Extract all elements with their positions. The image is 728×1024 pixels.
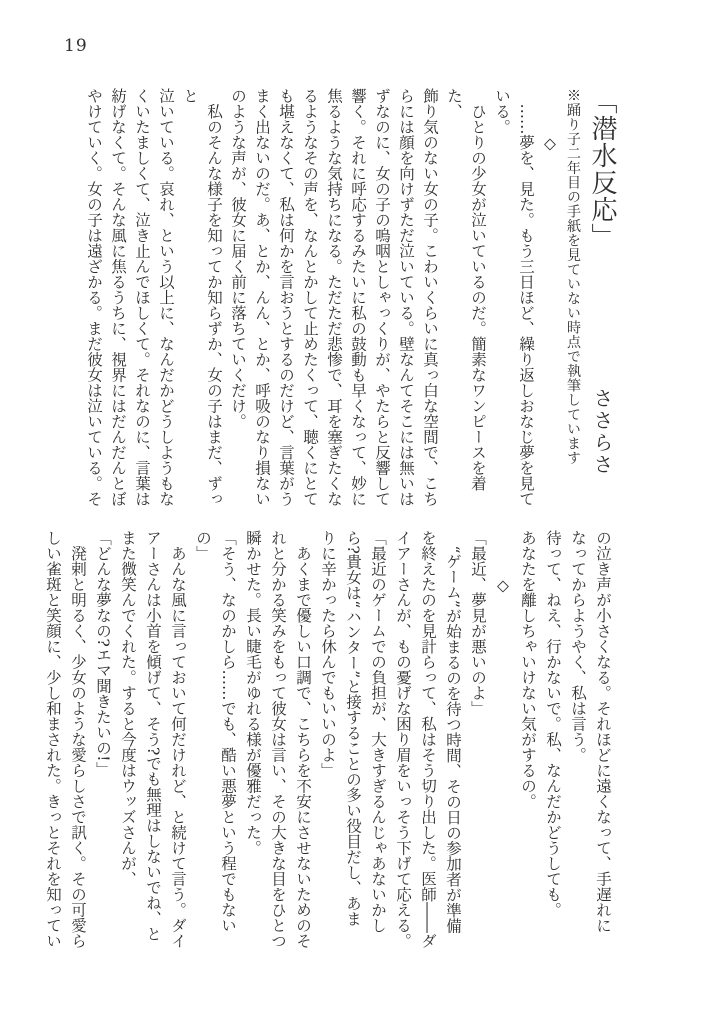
text-line: なってからようやく、私は言う。 bbox=[569, 530, 587, 763]
text-line: あんな風に言っておいて何だけれど、と続けて言う。ダイ bbox=[169, 530, 187, 949]
text-line: 焦るような気持ちになる。ただただ悲惨で、耳を塞ぎたくな bbox=[325, 88, 343, 507]
title-column bbox=[584, 88, 620, 512]
text-line: 待って、ねえ、行かないで。私、なんだかどうしても。 bbox=[544, 530, 562, 918]
text-line: 飾り気のない女の子。こわいくらいに真っ白な空間で、こち bbox=[421, 88, 439, 507]
text-line: を終えたのを見計らって、私はそう切り出した。医師――ダ bbox=[419, 530, 437, 949]
text-line: 「そう、なのかしら……でも、酷い悪夢という程でもないの」 bbox=[194, 530, 237, 933]
text-line: 溌剌と明るく、少女のような愛らしさで訊く。その可愛ら bbox=[69, 530, 87, 949]
text-line: も堪えなくて、私は何かを言おうとするのだけど、言葉がう bbox=[277, 88, 295, 507]
text-line: 私のそんな様子を知ってか知らずか、女の子はまだ、ずっと bbox=[181, 88, 223, 507]
lower-text-block bbox=[40, 530, 615, 950]
text-line: ずなのに、女の子の嗚咽としゃっくりが、やたらと反響して bbox=[373, 88, 391, 507]
upper-body-lines bbox=[82, 88, 562, 512]
text-line: イアーさんが、もの憂げな困り眉をいっそう下げて応える。 bbox=[394, 530, 412, 949]
text-line: 「どんな夢なの?エマ聞きたいの!」 bbox=[94, 530, 112, 778]
text-line: しい雀斑と笑顔に、少し和まされた。きっとそれを知ってい bbox=[44, 530, 62, 949]
text-line: ◇ bbox=[494, 530, 512, 595]
text-line: あなたを離しちゃいけない気がするの。 bbox=[519, 530, 537, 809]
text-line: アーさんは小首を傾げて、そう?でも無理はしないでね、と bbox=[144, 530, 162, 942]
text-line: ひとりの少女が泣いているのだ。簡素なワンピースを着た、 bbox=[445, 88, 487, 491]
text-line: の泣き声が小さくなる。それほどに遠くなって、手遅れに bbox=[594, 530, 612, 933]
author-note: ※踊り子二年目の手紙を見ていない時点で執筆しています bbox=[565, 88, 581, 465]
text-line: くいたましくて、泣き止んでほしくて。それなのに、言葉は bbox=[133, 88, 151, 507]
text-line: やけていく。女の子は遠ざかる。まだ彼女は泣いている。そ bbox=[85, 88, 103, 507]
text-line: 響く。それに呼応するみたいに私の鼓動も早くなって、妙に bbox=[349, 88, 367, 507]
page-number: 19 bbox=[64, 36, 88, 56]
text-line: あくまで優しい口調で、こちらを不安にさせないためのそ bbox=[294, 530, 312, 949]
text-line: りに辛かったら休んでもいいのよ」 bbox=[319, 530, 337, 778]
text-line: いる。 bbox=[493, 88, 511, 135]
text-line: のような声が、彼女に届く前に落ちていくだけ。 bbox=[229, 88, 247, 429]
lower-body-lines bbox=[40, 530, 615, 950]
text-line: ……夢を、見た。もう三日ほど、繰り返しおなじ夢を見て bbox=[517, 88, 535, 507]
text-line: ◇ bbox=[541, 88, 559, 153]
text-line: ら?貴女は“ハンター”と接することの多い役目だし、あま bbox=[344, 530, 362, 927]
text-line: “ゲーム”が始まるのを待つ時間、その日の参加者が準備 bbox=[444, 530, 462, 934]
story-title: 「潜水反応」 bbox=[587, 88, 617, 250]
text-line: また微笑んでくれた。すると今度はウッズさんが、 bbox=[119, 530, 137, 887]
story-author: ささらさ bbox=[590, 388, 614, 476]
text-line: 瞬かせた。長い睫毛がゆれる様が優雅だった。 bbox=[244, 530, 262, 856]
text-line: まく出ないのだ。あ、とか、んん、とか、呼吸のなり損ない bbox=[253, 88, 271, 507]
text-line: らには顔を向けずただ泣いている。壁なんてそこには無いは bbox=[397, 88, 415, 507]
text-line: 紡げなくて。そんな風に焦るうちに、視界にはだんだんとぼ bbox=[109, 88, 127, 507]
text-line: 泣いている。哀れ、という以上に、なんだかどうしようもな bbox=[157, 88, 175, 507]
text-line: 「最近、夢見が悪いのよ」 bbox=[469, 530, 487, 716]
text-line: 「最近のゲームでの負担が、大きすぎるんじゃあないかし bbox=[369, 530, 387, 933]
text-line: るようなその声を、なんとかして止めたくって、聴くにとて bbox=[301, 88, 319, 507]
upper-text-block bbox=[82, 88, 620, 512]
text-line: れと分かる笑みをもって彼女は言い、その大きな目をひとつ bbox=[269, 530, 287, 949]
